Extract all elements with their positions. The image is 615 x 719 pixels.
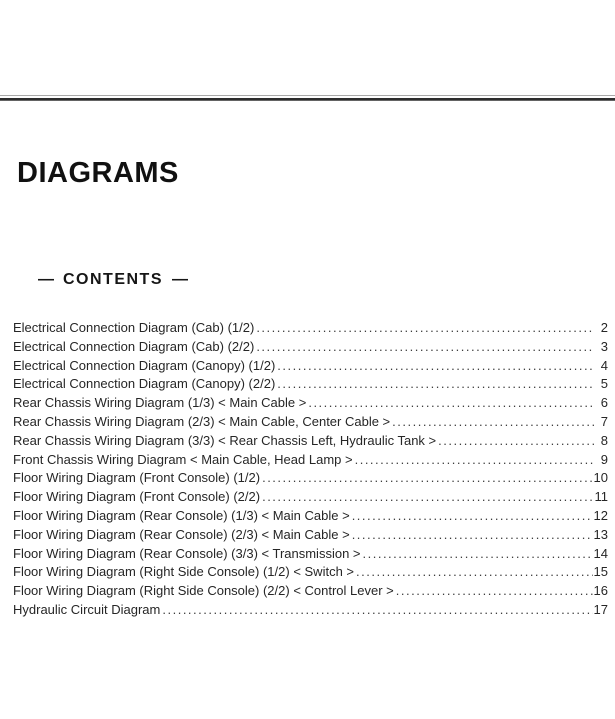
toc-page-number: 4	[600, 357, 608, 373]
toc-dot-leader	[256, 319, 594, 338]
toc-entry-label: Floor Wiring Diagram (Rear Console) (2/3) < Main Cable >	[13, 526, 350, 542]
toc-page-number: 12	[593, 507, 608, 523]
toc-page-number: 15	[593, 564, 608, 580]
toc-entry-label: Rear Chassis Wiring Diagram (3/3) < Rear Chassis Left, Hydraulic Tank >	[13, 432, 437, 448]
toc-row	[13, 563, 608, 582]
toc-entry-label: Hydraulic Circuit Diagram	[13, 601, 161, 617]
toc-list	[13, 319, 608, 620]
toc-entry-label: Electrical Connection Diagram (Canopy) (1/2)	[13, 357, 276, 373]
heading-dash-left: —	[38, 271, 54, 288]
toc-row	[13, 319, 608, 338]
toc-entry-label: Front Chassis Wiring Diagram < Main Cable, Head Lamp >	[13, 451, 353, 467]
toc-page-number: 9	[600, 451, 608, 467]
toc-dot-leader	[352, 526, 593, 545]
toc-page-number: 5	[600, 376, 608, 392]
toc-row	[13, 413, 608, 432]
toc-entry-label: Floor Wiring Diagram (Front Console) (1/2)	[13, 470, 261, 486]
toc-row	[13, 507, 608, 526]
heading-dash-right: —	[172, 271, 188, 288]
header-double-rule	[0, 95, 615, 101]
toc-dot-leader	[352, 507, 593, 526]
toc-entry-label: Floor Wiring Diagram (Rear Console) (3/3) < Transmission >	[13, 545, 361, 561]
toc-row	[13, 451, 608, 470]
toc-page-number: 11	[594, 489, 608, 505]
toc-entry-label: Floor Wiring Diagram (Right Side Console) (2/2) < Control Lever >	[13, 583, 394, 599]
toc-row	[13, 432, 608, 451]
toc-row	[13, 582, 608, 601]
toc-row	[13, 469, 608, 488]
toc-dot-leader	[256, 338, 594, 357]
toc-dot-leader	[162, 601, 592, 620]
toc-dot-leader	[308, 394, 594, 413]
toc-row	[13, 601, 608, 620]
toc-dot-leader	[396, 582, 593, 601]
rule-thin-line	[0, 95, 615, 96]
toc-row	[13, 488, 608, 507]
toc-dot-leader	[356, 563, 593, 582]
toc-page-number: 2	[600, 320, 608, 335]
toc-entry-label: Rear Chassis Wiring Diagram (2/3) < Main Cable, Center Cable >	[13, 413, 391, 429]
toc-entry-label: Electrical Connection Diagram (Cab) (2/2)	[13, 338, 255, 354]
toc-row	[13, 357, 608, 376]
toc-page-number: 10	[593, 470, 608, 486]
toc-dot-leader	[392, 413, 594, 432]
toc-row	[13, 526, 608, 545]
toc-entry-label: Rear Chassis Wiring Diagram (1/3) < Main Cable >	[13, 395, 307, 411]
toc-dot-leader	[277, 375, 594, 394]
toc-row	[13, 545, 608, 564]
toc-entry-label: Electrical Connection Diagram (Cab) (1/2)	[13, 320, 255, 335]
toc-dot-leader	[262, 488, 593, 507]
toc-page-number: 16	[593, 583, 608, 599]
toc-page-number: 3	[600, 338, 608, 354]
toc-row	[13, 338, 608, 357]
toc-entry-label: Electrical Connection Diagram (Canopy) (2/2)	[13, 376, 276, 392]
contents-heading	[38, 271, 188, 289]
toc-row	[13, 375, 608, 394]
toc-page-number: 13	[593, 526, 608, 542]
toc-page-number: 14	[593, 545, 608, 561]
contents-heading-text: CONTENTS	[63, 271, 163, 288]
toc-dot-leader	[438, 432, 594, 451]
toc-dot-leader	[363, 545, 593, 564]
toc-entry-label: Floor Wiring Diagram (Right Side Console) (1/2) < Switch >	[13, 564, 355, 580]
toc-dot-leader	[355, 451, 594, 470]
toc-page-number: 6	[600, 395, 608, 411]
toc-dot-leader	[277, 357, 594, 376]
toc-row	[13, 394, 608, 413]
toc-dot-leader	[262, 469, 592, 488]
toc-entry-label: Floor Wiring Diagram (Front Console) (2/2)	[13, 489, 261, 505]
toc-page-number: 8	[600, 432, 608, 448]
rule-thick-line	[0, 98, 615, 101]
toc-page-number: 7	[600, 413, 608, 429]
toc-entry-label: Floor Wiring Diagram (Rear Console) (1/3) < Main Cable >	[13, 507, 350, 523]
toc-page-number: 17	[593, 601, 608, 617]
page-title: DIAGRAMS	[17, 157, 179, 189]
